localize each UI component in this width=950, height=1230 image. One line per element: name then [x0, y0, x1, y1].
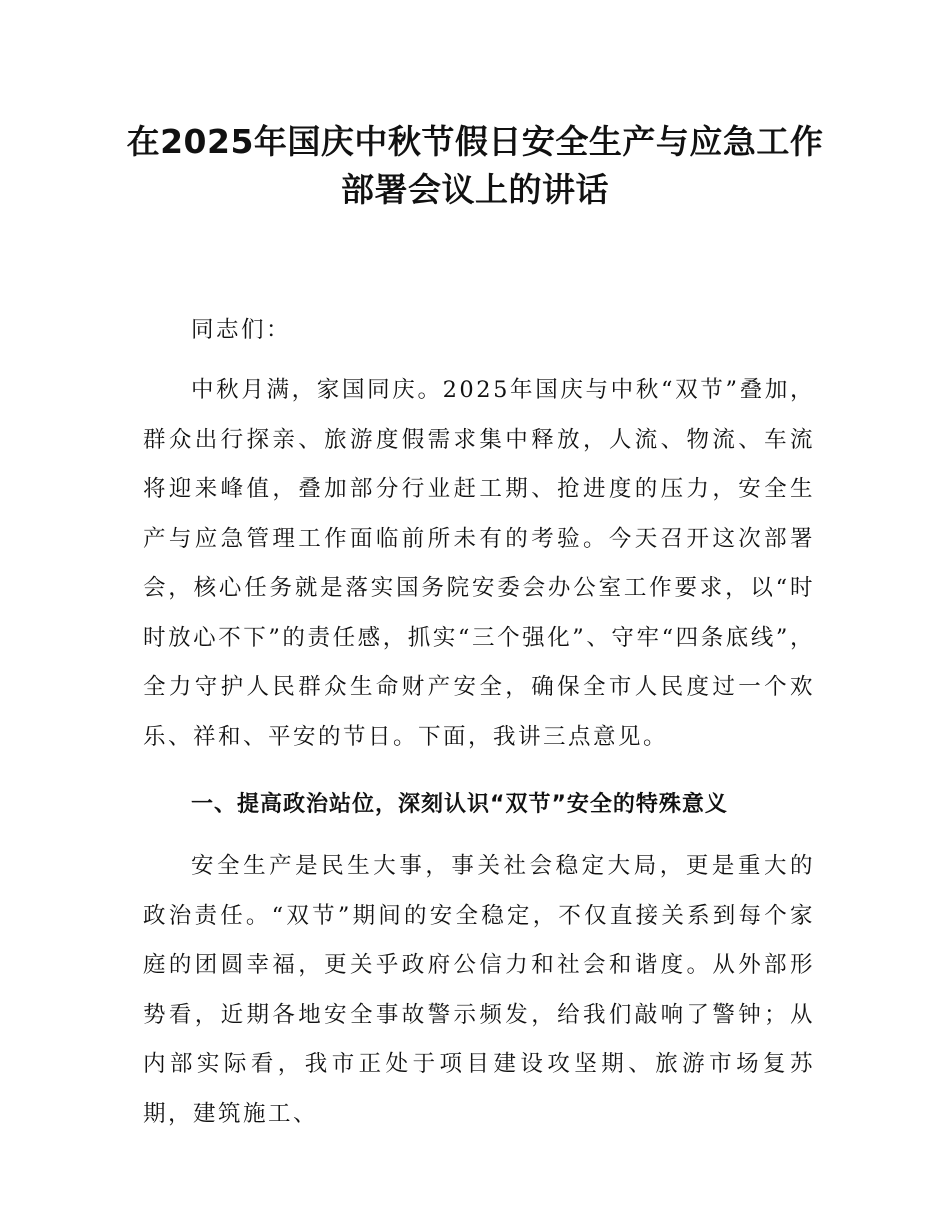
paragraph-intro: 中秋月满，家国同庆。2025年国庆与中秋“双节”叠加，群众出行探亲、旅游度假需求集中释放，人流、物流、车流将迎来峰值，叠加部分行业赶工期、抢进度的压力，安全生产与应急管理工作面临前所未有的考验。今天召开这次部署会，核心任务就是落实国务院安委会办公室工作要求，以“时时放心不下”的责任感，抓实“三个强化”、守牢“四条底线”，全力守护人民群众生命财产安全，确保全市人民度过一个欢乐、祥和、平安的节日。下面，我讲三点意见。: [143, 377, 815, 750]
document-title: 在2025年国庆中秋节假日安全生产与应急工作部署会议上的讲话: [126, 122, 824, 209]
salutation: 同志们：: [191, 317, 292, 343]
paragraph-section-1: 安全生产是民生大事，事关社会稳定大局，更是重大的政治责任。“双节”期间的安全稳定，不仅直接关系到每个家庭的团圆幸福，更关乎政府公信力和社会和谐度。从外部形势看，近期各地安全事故警示频发，给我们敲响了警钟；从内部实际看，我市正处于项目建设攻坚期、旅游市场复苏期，建筑施工、: [143, 853, 815, 1127]
section-heading-1: 一、提高政治站位，深刻认识“双节”安全的特殊意义: [191, 792, 728, 817]
